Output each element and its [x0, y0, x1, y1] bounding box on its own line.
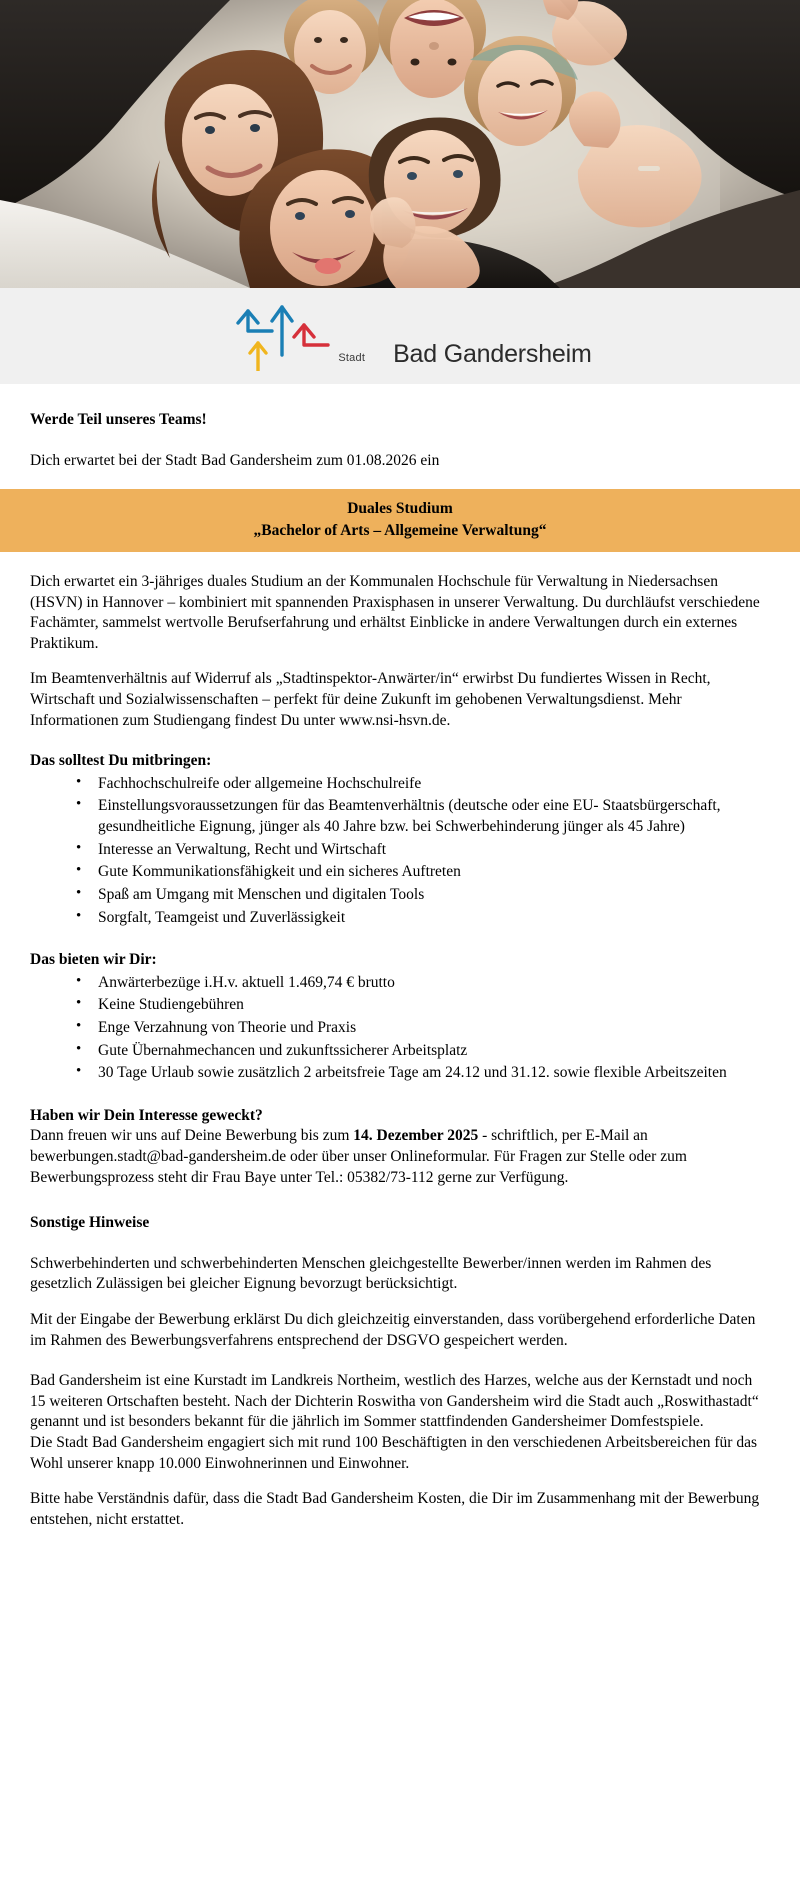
notes-paragraph-3: Bad Gandersheim ist eine Kurstadt im Landkreis Northeim, westlich des Harzes, welche aus der Kernstadt und noch 15 weiteren Ortschaften besteht. Nach der Dichterin Roswitha von Gandersheim wird die Stadt auch „Roswithastadt“ genannt und ist besonders bekannt für die jährlich im Sommer stattfindenden Gandersheimer Domfestspiele.	[30, 1372, 759, 1431]
intro-heading: Werde Teil unseres Teams!	[30, 411, 207, 428]
apply-heading: Haben wir Dein Interesse geweckt?	[30, 1106, 263, 1124]
offer-heading: Das bieten wir Dir:	[30, 951, 157, 969]
list-item: • Sorgfalt, Teamgeist und Zuverlässigkeit	[98, 908, 770, 929]
notes-paragraph-4: Die Stadt Bad Gandersheim engagiert sich mit rund 100 Beschäftigten in den verschiedenen Arbeitsbereichen für das Wohl unserer knapp 10.000 Einwohnerinnen und Einwohner.	[30, 1434, 757, 1472]
apply-text-after: - schriftlich, per E-Mail an bewerbungen.stadt@bad-gandersheim.de oder über unser Onlineformular. Für Fragen zur Stelle oder zum Bewerbungsprozess steht dir Frau Baye unter Tel.: 05382/73-112 gerne zur Verfügung.	[30, 1127, 687, 1186]
logo-band	[0, 288, 800, 384]
application-deadline: 14. Dezember 2025	[353, 1127, 479, 1145]
list-item: • Einstellungsvoraussetzungen für das Beamtenverhältnis (deutsche oder eine EU- Staatsbürgerschaft, gesundheitliche Eignung, jünger als 40 Jahre bzw. bei Schwerbehinderung jünger als 45 Jahre)	[98, 796, 770, 837]
list-item: • Gute Übernahmechancen und zukunftssicherer Arbeitsplatz	[98, 1041, 770, 1062]
city-logo	[224, 301, 591, 371]
list-item: • Anwärterbezüge i.H.v. aktuell 1.469,74 € brutto	[98, 973, 770, 994]
logo-stadt-label: Stadt	[338, 352, 366, 364]
notes-heading: Sonstige Hinweise	[30, 1214, 150, 1232]
list-item: • 30 Tage Urlaub sowie zusätzlich 2 arbeitsfreie Tage am 24.12 und 31.12. sowie flexible Arbeitszeiten	[98, 1063, 770, 1084]
notes-paragraph-2: Mit der Eingabe der Bewerbung erklärst Du dich gleichzeitig einverstanden, dass vorübergehend erforderliche Daten im Rahmen des Bewerbungsverfahrens entsprechend der DSGVO gespeichert werden.	[30, 1311, 756, 1349]
logo-city-name: Bad Gandersheim	[393, 340, 592, 368]
apply-text-before: Dann freuen wir uns auf Deine Bewerbung bis zum	[30, 1127, 354, 1145]
job-title-banner	[0, 489, 800, 552]
list-item: • Gute Kommunikationsfähigkeit und ein sicheres Auftreten	[98, 862, 770, 883]
hero-photo-illustration	[0, 0, 800, 288]
document-content	[0, 384, 800, 471]
banner-line-1: Duales Studium	[347, 500, 453, 518]
requirements-list	[30, 774, 770, 928]
notes-paragraph-5: Bitte habe Verständnis dafür, dass die Stadt Bad Gandersheim Kosten, die Dir im Zusammenhang mit der Bewerbung entstehen, nicht erstattet.	[30, 1490, 760, 1528]
list-item: • Keine Studiengebühren	[98, 995, 770, 1016]
apply-text	[30, 1126, 770, 1188]
list-item: • Interesse an Verwaltung, Recht und Wirtschaft	[98, 840, 770, 861]
offer-list	[30, 973, 770, 1084]
list-item: • Fachhochschulreife oder allgemeine Hochschulreife	[98, 774, 770, 795]
requirements-heading: Das solltest Du mitbringen:	[30, 752, 212, 770]
banner-line-2: „Bachelor of Arts – Allgemeine Verwaltung“	[253, 521, 547, 539]
notes-paragraph-1: Schwerbehinderten und schwerbehinderten Menschen gleichgestellte Bewerber/innen werden im Rahmen des gesetzlich Zulässigen bei gleicher Eignung bevorzugt berücksichtigt.	[30, 1254, 712, 1293]
body-paragraph-1: Dich erwartet ein 3-jähriges duales Studium an der Kommunalen Hochschule für Verwaltung in Niedersachsen (HSVN) in Hannover – kombiniert mit spannenden Praxisphasen in unserer Verwaltung. Du durchläufst verschiedene Fachämter, sammelst wertvolle Berufserfahrung und erhältst Einblicke in andere Verwaltungen durch ein externes Praktikum.	[30, 572, 760, 652]
list-item: • Spaß am Umgang mit Menschen und digitalen Tools	[98, 885, 770, 906]
hero-photo	[0, 0, 800, 288]
document-body	[0, 552, 800, 1591]
bad-gandersheim-skyline-icon	[224, 301, 342, 371]
intro-lead: Dich erwartet bei der Stadt Bad Gandersheim zum 01.08.2026 ein	[30, 451, 440, 469]
body-paragraph-2: Im Beamtenverhältnis auf Widerruf als „Stadtinspektor-Anwärter/in“ erwirbst Du fundiertes Wissen in Recht, Wirtschaft und Sozialwissenschaften – perfekt für deine Zukunft im gehobenen Verwaltungsdienst. Mehr Informationen zum Studiengang findest Du unter www.nsi-hsvn.de.	[30, 670, 711, 729]
list-item: • Enge Verzahnung von Theorie und Praxis	[98, 1018, 770, 1039]
